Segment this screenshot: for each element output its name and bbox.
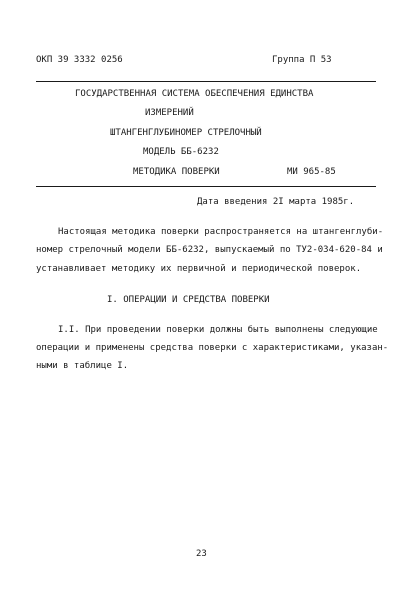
paragraph-2-line-2: операции и применены средства поверки с характеристиками, указан-: [36, 343, 389, 353]
okp-code: ОКП 39 3332 0256: [36, 55, 123, 65]
bottom-divider: [36, 186, 376, 187]
top-divider: [36, 81, 376, 82]
title-line-4: МОДЕЛЬ ББ-6232: [143, 147, 219, 157]
title-line-1: ГОСУДАРСТВЕННАЯ СИСТЕМА ОБЕСПЕЧЕНИЯ ЕДИНСТВА: [75, 89, 314, 99]
paragraph-1-line-2: номер стрелочный модели ББ-6232, выпускаемый по ТУ2-034-620-84 и: [36, 245, 383, 255]
page-number: 23: [196, 549, 207, 559]
paragraph-1-line-3: устанавливает методику их первичной и периодической поверок.: [36, 264, 362, 274]
paragraph-2-line-1: I.I. При проведении поверки должны быть выполнены следующие: [58, 325, 378, 335]
title-line-5: МЕТОДИКА ПОВЕРКИ: [133, 167, 220, 177]
title-line-2: ИЗМЕРЕНИЙ: [145, 108, 194, 118]
paragraph-1-line-1: Настоящая методика поверки распространяется на штангенглуби-: [58, 227, 384, 237]
group-code: Группа П 53: [272, 55, 332, 65]
title-line-3: ШТАНГЕНГЛУБИНОМЕР СТРЕЛОЧНЫЙ: [110, 128, 262, 138]
section-heading: I. ОПЕРАЦИИ И СРЕДСТВА ПОВЕРКИ: [107, 295, 270, 305]
effective-date: Дата введения 2I марта 1985г.: [197, 197, 355, 207]
paragraph-2-line-3: ными в таблице I.: [36, 361, 129, 371]
document-number: МИ 965-85: [287, 167, 336, 177]
